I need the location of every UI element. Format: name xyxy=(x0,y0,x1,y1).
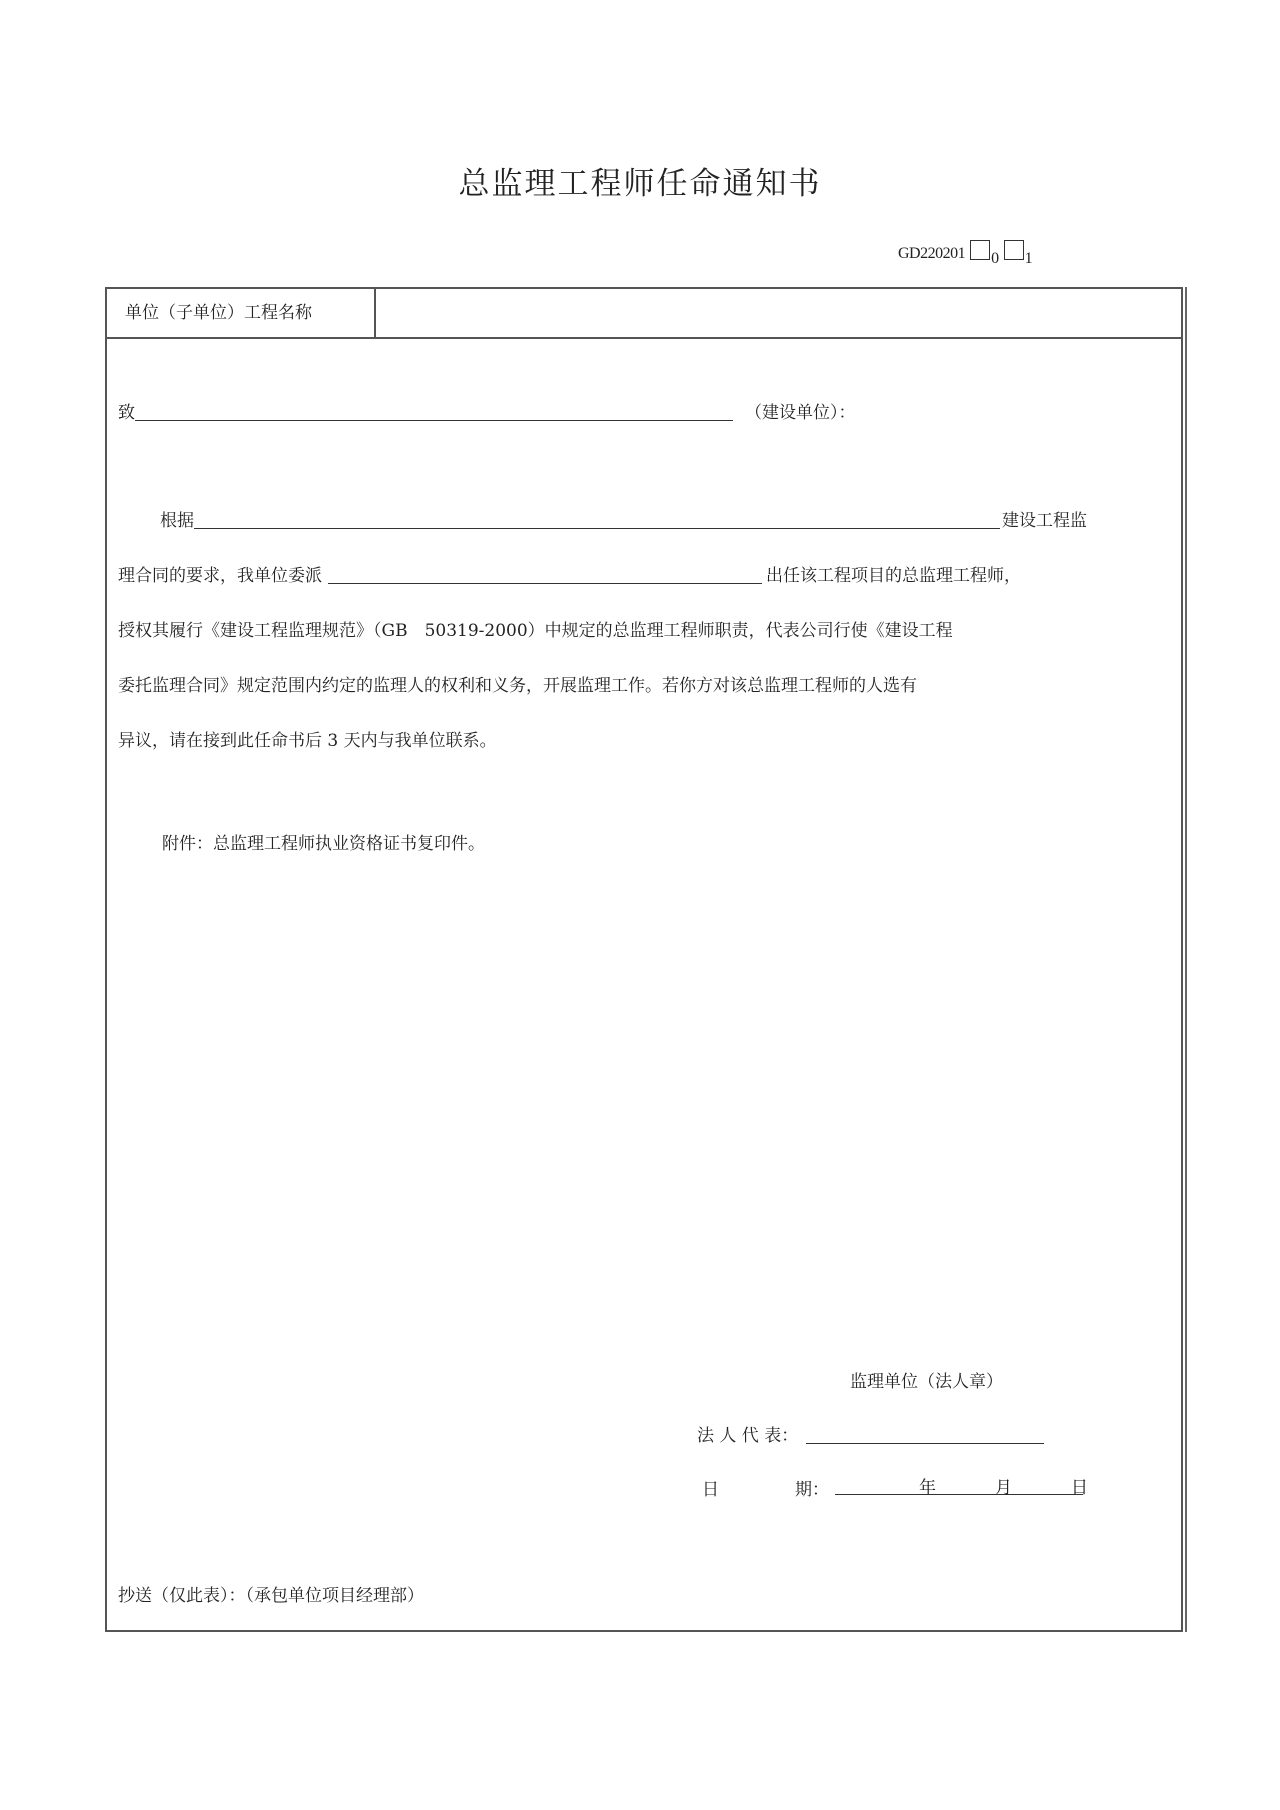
checkbox-0[interactable] xyxy=(970,240,990,260)
supervision-unit-seal-label: 监理单位（法人章） xyxy=(850,1372,1003,1392)
form-code-prefix: GD220201 xyxy=(898,245,966,262)
project-name-field[interactable] xyxy=(376,289,1181,337)
cc-note: 抄送（仅此表）：（承包单位项目经理部） xyxy=(118,1586,424,1606)
contract-field[interactable] xyxy=(194,510,1000,529)
addressee-suffix: （建设单位）： xyxy=(745,403,856,423)
body-line-1 xyxy=(160,506,1087,531)
addressee-prefix: 致 xyxy=(118,403,135,423)
chief-engineer-field[interactable] xyxy=(328,565,762,584)
legal-rep-label: 法 人 代 表： xyxy=(697,1426,799,1446)
date-month-label: 月 xyxy=(995,1478,1012,1498)
date-year-label: 年 xyxy=(919,1478,936,1498)
form-code xyxy=(898,240,1032,268)
attachment-note: 附件：总监理工程师执业资格证书复印件。 xyxy=(162,834,485,854)
date-label-period: 期： xyxy=(795,1480,829,1500)
addressee-field[interactable] xyxy=(135,402,733,421)
checkbox-1-label: 1 xyxy=(1024,250,1033,267)
body-line-2-suffix: 出任该工程项目的总监理工程师， xyxy=(766,566,1021,586)
legal-rep-line xyxy=(697,1421,1044,1446)
date-field[interactable] xyxy=(835,1474,1088,1498)
date-label-day: 日 xyxy=(702,1480,719,1500)
body-line-2 xyxy=(118,561,1021,586)
body-line-5: 异议，请在接到此任命书后 3 天内与我单位联系。 xyxy=(118,731,497,751)
body-line-1-suffix: 建设工程监 xyxy=(1002,511,1087,531)
date-day-label: 日 xyxy=(1071,1478,1088,1498)
body-line-4: 委托监理合同》规定范围内约定的监理人的权利和义务，开展监理工作。若你方对该总监理工程师的人选有 xyxy=(118,676,917,696)
body-line-3: 授权其履行《建设工程监理规范》（GB 50319-2000）中规定的总监理工程师职责，代表公司行使《建设工程 xyxy=(118,621,953,641)
addressee-line xyxy=(118,398,856,423)
project-name-label: 单位（子单位）工程名称 xyxy=(107,289,376,337)
body-line-1-prefix: 根据 xyxy=(160,511,194,531)
project-name-row xyxy=(107,289,1181,339)
body-line-2-prefix: 理合同的要求，我单位委派 xyxy=(118,566,322,586)
checkbox-0-label: 0 xyxy=(991,250,999,267)
document-title: 总监理工程师任命通知书 xyxy=(458,166,822,202)
legal-rep-field[interactable] xyxy=(806,1425,1044,1444)
checkbox-1[interactable] xyxy=(1004,240,1024,260)
